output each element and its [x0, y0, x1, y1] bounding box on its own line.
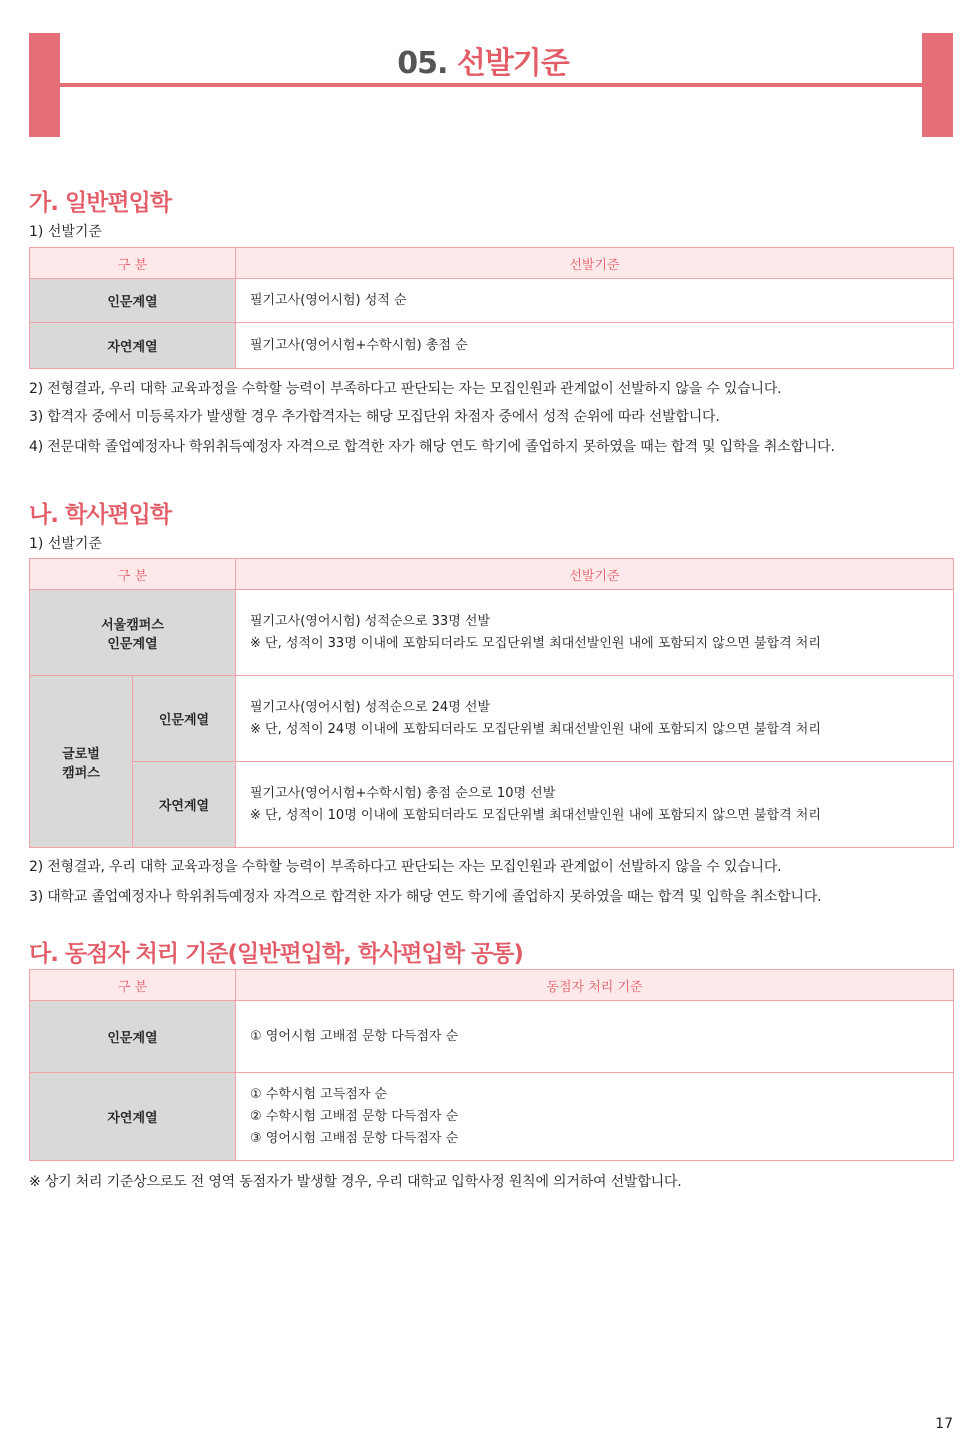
- section-b-title: 나. 학사편입학: [29, 502, 172, 528]
- section-a-note: 2) 전형결과, 우리 대학 교육과정을 수학할 능력이 부족하다고 판단되는 자는 모집인원과 관계없이 선발하지 않을 수 있습니다.: [29, 381, 782, 397]
- col-header-criteria: 선발기준: [236, 559, 954, 590]
- page-title: [0, 38, 966, 82]
- table-row: [30, 279, 954, 323]
- table-row: [30, 1073, 954, 1161]
- global-science-criteria: [236, 762, 954, 848]
- tiebreak-rule: ③ 영어시험 고배점 문항 다득점자 순: [250, 1130, 459, 1146]
- global-campus-label-line: 캠퍼스: [62, 765, 100, 781]
- row-label: 자연계열: [30, 1073, 236, 1161]
- col-header-tiebreak: 동점자 처리 기준: [236, 970, 954, 1001]
- table-row-seoul: [30, 590, 954, 676]
- row-label: 인문계열: [30, 1001, 236, 1073]
- col-header-criteria: 선발기준: [236, 248, 954, 279]
- row-label: 자연계열: [133, 762, 236, 848]
- section-c-title: 다. 동점자 처리 기준(일반편입학, 학사편입학 공통): [29, 941, 523, 967]
- criteria-note-line: ※ 단, 성적이 10명 이내에 포함되더라도 모집단위별 최대선발인원 내에 포함되지 않으면 불합격 처리: [250, 807, 821, 823]
- page-title-number: 05.: [397, 46, 448, 81]
- page-title-text: 선발기준: [456, 46, 569, 81]
- col-header-category: 구 분: [30, 559, 236, 590]
- table-header-row: [30, 559, 954, 590]
- table-row-global-science: [30, 762, 954, 848]
- row-label: 인문계열: [133, 676, 236, 762]
- section-a-subtitle: 1) 선발기준: [29, 224, 102, 240]
- table-header-row: [30, 248, 954, 279]
- table-row: [30, 323, 954, 369]
- seoul-campus-label-line: 서울캠퍼스: [101, 617, 164, 633]
- section-c-note: ※ 상기 처리 기준상으로도 전 영역 동점자가 발생할 경우, 우리 대학교 입학사정 원칙에 의거하여 선발합니다.: [29, 1174, 682, 1190]
- criteria-note-line: ※ 단, 성적이 33명 이내에 포함되더라도 모집단위별 최대선발인원 내에 포함되지 않으면 불합격 처리: [250, 635, 821, 651]
- tiebreak-rule: ① 영어시험 고배점 문항 다득점자 순: [250, 1028, 459, 1044]
- row-value: [236, 1001, 954, 1073]
- global-humanities-criteria: [236, 676, 954, 762]
- section-a-table: [29, 247, 954, 369]
- section-a-note: 3) 합격자 중에서 미등록자가 발생할 경우 추가합격자는 해당 모집단위 차점자 중에서 성적 순위에 따라 선발합니다.: [29, 409, 720, 425]
- tiebreak-rule: ① 수학시험 고득점자 순: [250, 1086, 388, 1102]
- col-header-category: 구 분: [30, 970, 236, 1001]
- criteria-line: 필기고사(영어시험) 성적순으로 24명 선발: [250, 699, 491, 715]
- global-campus-label: [30, 676, 133, 848]
- section-c-table: [29, 969, 954, 1161]
- row-value: [236, 1073, 954, 1161]
- header-rule: [60, 83, 922, 87]
- col-header-category: 구 분: [30, 248, 236, 279]
- table-header-row: [30, 970, 954, 1001]
- seoul-campus-label: [30, 590, 236, 676]
- section-a-title: 가. 일반편입학: [29, 190, 172, 216]
- section-b-subtitle: 1) 선발기준: [29, 536, 102, 552]
- seoul-criteria: [236, 590, 954, 676]
- page-number: 17: [935, 1416, 953, 1432]
- global-campus-label-line: 글로벌: [62, 746, 100, 762]
- row-value: 필기고사(영어시험+수학시험) 총점 순: [236, 323, 954, 369]
- section-a-note: 4) 전문대학 졸업예정자나 학위취득예정자 자격으로 합격한 자가 해당 연도 학기에 졸업하지 못하였을 때는 합격 및 입학을 취소합니다.: [29, 439, 835, 455]
- table-row: [30, 1001, 954, 1073]
- seoul-campus-label-line: 인문계열: [107, 636, 158, 652]
- table-row-global-humanities: [30, 676, 954, 762]
- criteria-note-line: ※ 단, 성적이 24명 이내에 포함되더라도 모집단위별 최대선발인원 내에 포함되지 않으면 불합격 처리: [250, 721, 821, 737]
- section-b-note: 3) 대학교 졸업예정자나 학위취득예정자 자격으로 합격한 자가 해당 연도 학기에 졸업하지 못하였을 때는 합격 및 입학을 취소합니다.: [29, 889, 822, 905]
- tiebreak-rule: ② 수학시험 고배점 문항 다득점자 순: [250, 1108, 459, 1124]
- section-b-table: [29, 558, 954, 848]
- row-label: 인문계열: [30, 279, 236, 323]
- criteria-line: 필기고사(영어시험) 성적순으로 33명 선발: [250, 613, 491, 629]
- row-value: 필기고사(영어시험) 성적 순: [236, 279, 954, 323]
- row-label: 자연계열: [30, 323, 236, 369]
- section-b-note: 2) 전형결과, 우리 대학 교육과정을 수학할 능력이 부족하다고 판단되는 자는 모집인원과 관계없이 선발하지 않을 수 있습니다.: [29, 859, 782, 875]
- criteria-line: 필기고사(영어시험+수학시험) 총점 순으로 10명 선발: [250, 785, 556, 801]
